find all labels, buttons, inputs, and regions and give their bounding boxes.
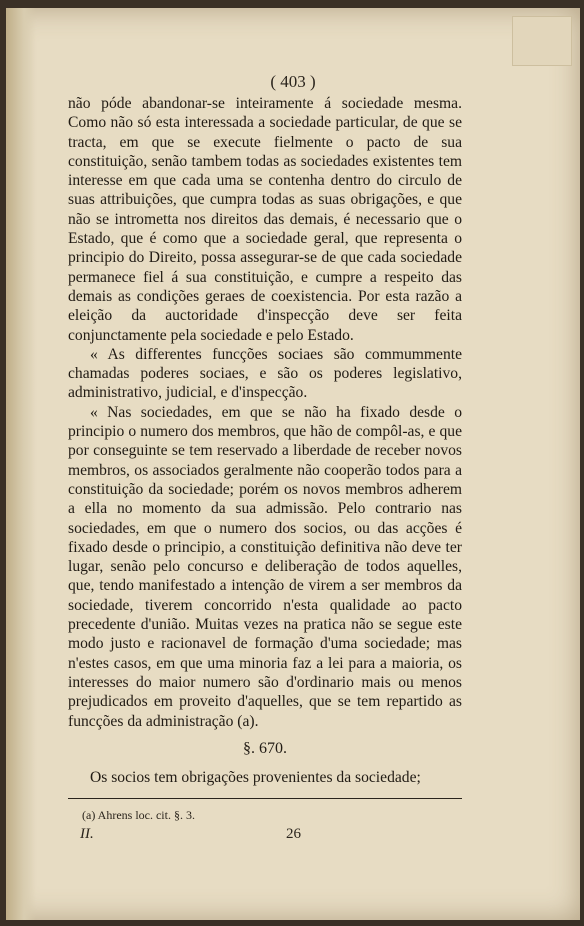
paragraph-2: « As differentes funcções sociaes são commummente chamadas poderes sociaes, e são os poderes legislativo, administrativo, judicial, e d'inspecção.: [68, 345, 462, 402]
signature-mark: II.: [80, 826, 94, 842]
main-text: [68, 94, 462, 787]
page-gutter-shadow: [6, 8, 36, 920]
paragraph-1: não póde abandonar-se inteiramente á sociedade mesma. Como não só esta interessada a sociedade particular, de que se tracta, em que se execute fielmente o pacto de sua constituição, senão tambem todas as sociedades existentes tem interesse em que cada uma se contenha dentro do circulo de suas attribuições, que cumpra todas as suas obrigações, e que não se intrometta nos direitos das demais, é necessario que o Estado, que é como que a sociedade geral, que representa o principio do Direito, possa assegurar-se de que cada sociedade permanece fiel á sua constituição, e cumpre a respeito das demais as condições geraes de coexistencia. Por esta razão a eleição da auctoridade d'inspecção deve ser feita conjunctamente pela sociedade e pelo Estado.: [68, 95, 462, 344]
folded-corner: [512, 16, 572, 66]
sheet-number: 26: [286, 826, 301, 842]
section-heading: §. 670.: [243, 739, 287, 757]
footnote: (a) Ahrens loc. cit. §. 3.: [82, 808, 195, 822]
final-line: Os socios tem obrigações provenientes da sociedade;: [90, 769, 421, 787]
page-number: ( 403 ): [270, 72, 316, 91]
paragraph-3: « Nas sociedades, em que se não ha fixado desde o principio o numero dos membros, que hão de compôl-as, e que por conseguinte se tem reservado a liberdade de receber novos membros, os associados geralmente não cooperão todos para a constituição da sociedade; porém os novos membros adherem a ella no momento da sua admissão. Pelo contrario nas sociedades, em que o numero dos socios, ou das acções é fixado desde o principio, a constituição definitiva não deve ter lugar, senão pelo concurso e deliberação de todos aquelles, que, tendo manifestado a intenção de virem a ser membros da sociedade, tiverem concorrido n'esta qualidade ao pacto precedente d'união. Muitas vezes na pratica não se segue este modo justo e racionavel de formação d'uma sociedade; mas n'estes casos, em que uma minoria faz a lei para a maioria, os interesses do maior numero são d'ordinario mais ou menos prejudicados em proveito d'aquelles, que se tem repartido as funcções da administração (a).: [68, 403, 462, 730]
footnote-rule: [68, 798, 462, 799]
